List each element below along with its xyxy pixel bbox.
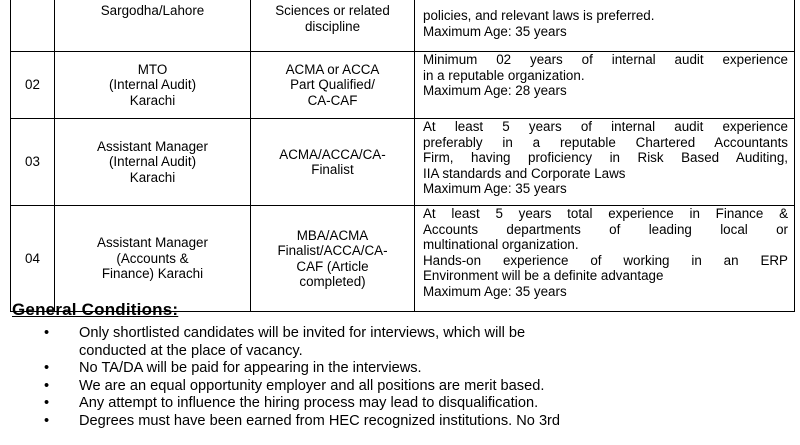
bullet-icon: • — [44, 360, 50, 376]
qualification-line: Sciences or related — [275, 3, 390, 18]
qualification-line: Part Qualified/ — [290, 77, 375, 93]
position-line: (Internal Audit) — [108, 77, 197, 93]
bullet-icon: • — [44, 395, 50, 411]
condition-line: conducted at the place of vacancy. — [79, 342, 303, 359]
position-line: Sargodha/Lahore — [100, 3, 205, 18]
experience-line: Environment will be a definite advantage — [423, 268, 664, 283]
qualification-line: discipline — [304, 18, 361, 34]
list-item — [0, 378, 800, 396]
condition-line: Any attempt to influence the hiring process may lead to disqualification. — [79, 395, 539, 411]
position-cell — [55, 52, 251, 119]
condition-line: Degrees must have been earned from HEC recognized institutions. No 3rd — [79, 412, 561, 429]
positions-table — [10, 0, 795, 312]
serial-cell: 04 — [11, 206, 55, 312]
position-cell — [55, 119, 251, 206]
qualification-line: MBA/ACMA — [296, 227, 369, 243]
experience-line: Firm, having proficiency in Risk Based Auditing, — [423, 150, 788, 165]
bullet-icon: • — [44, 325, 50, 341]
experience-line: IIA standards and Corporate Laws — [423, 165, 626, 181]
general-conditions-list — [0, 325, 800, 430]
qualification-line: CA-CAF — [307, 92, 358, 108]
serial-cell: 02 — [11, 52, 55, 119]
qualification-line: Finalist — [311, 162, 354, 177]
experience-cell — [415, 206, 795, 312]
qualification-cell — [251, 52, 415, 119]
condition-line: Only shortlisted candidates will be invited for interviews, which will be — [79, 325, 526, 341]
qualification-line: CAF (Article — [296, 258, 369, 274]
condition-line: No TA/DA will be paid for appearing in the interviews. — [79, 360, 422, 376]
experience-line: Accounts departments of leading local or — [423, 221, 788, 237]
experience-line: At least 5 years total experience in Finance & — [423, 206, 788, 221]
position-line: MTO — [137, 61, 168, 77]
experience-line: Maximum Age: 28 years — [423, 83, 567, 98]
experience-line: At least 5 years of internal audit experience — [423, 119, 788, 134]
condition-line: We are an equal opportunity employer and all positions are merit based. — [79, 377, 545, 394]
experience-cell — [415, 52, 795, 119]
list-item — [0, 413, 800, 431]
experience-line: policies, and relevant laws is preferred. — [423, 8, 655, 23]
table-row — [11, 119, 795, 206]
list-item — [0, 360, 800, 378]
experience-line: Maximum Age: 35 years — [423, 283, 567, 299]
qualification-cell — [251, 119, 415, 206]
position-line: Assistant Manager — [97, 235, 208, 251]
position-line: Karachi — [129, 92, 176, 108]
experience-cell — [415, 119, 795, 206]
table-row — [11, 52, 795, 119]
qualification-cell — [251, 206, 415, 312]
experience-line: multinational organization. — [423, 237, 579, 252]
serial-cell: 03 — [11, 119, 55, 206]
qualification-line: ACMA or ACCA — [285, 61, 380, 77]
list-item — [0, 325, 800, 360]
bullet-icon: • — [44, 377, 50, 394]
experience-line: Maximum Age: 35 years — [423, 23, 567, 39]
experience-line: Hands-on experience of working in an ERP — [423, 252, 788, 268]
position-line: (Accounts & — [116, 250, 189, 266]
position-line: (Internal Audit) — [108, 154, 197, 170]
experience-line: in a reputable organization. — [423, 67, 585, 83]
position-cell — [55, 206, 251, 312]
qualification-line: Finalist/ACCA/CA- — [277, 243, 388, 258]
bullet-icon: • — [44, 412, 50, 429]
qualification-cell — [251, 0, 415, 52]
position-line: Karachi — [129, 169, 176, 185]
table-row — [11, 206, 795, 312]
table-row — [11, 0, 795, 52]
experience-line: preferably in a reputable Chartered Accountants — [423, 134, 788, 150]
position-line: Assistant Manager — [97, 138, 208, 154]
experience-line: Maximum Age: 35 years — [423, 181, 567, 196]
position-cell — [55, 0, 251, 52]
qualification-line: ACMA/ACCA/CA- — [279, 146, 386, 162]
experience-line: Minimum 02 years of internal audit experience — [423, 52, 788, 67]
position-line: Finance) Karachi — [101, 266, 204, 282]
list-item — [0, 395, 800, 413]
qualification-line: completed) — [299, 274, 366, 289]
general-conditions-heading: General Conditions: — [12, 300, 179, 319]
serial-cell — [11, 0, 55, 52]
experience-cell — [415, 0, 795, 52]
